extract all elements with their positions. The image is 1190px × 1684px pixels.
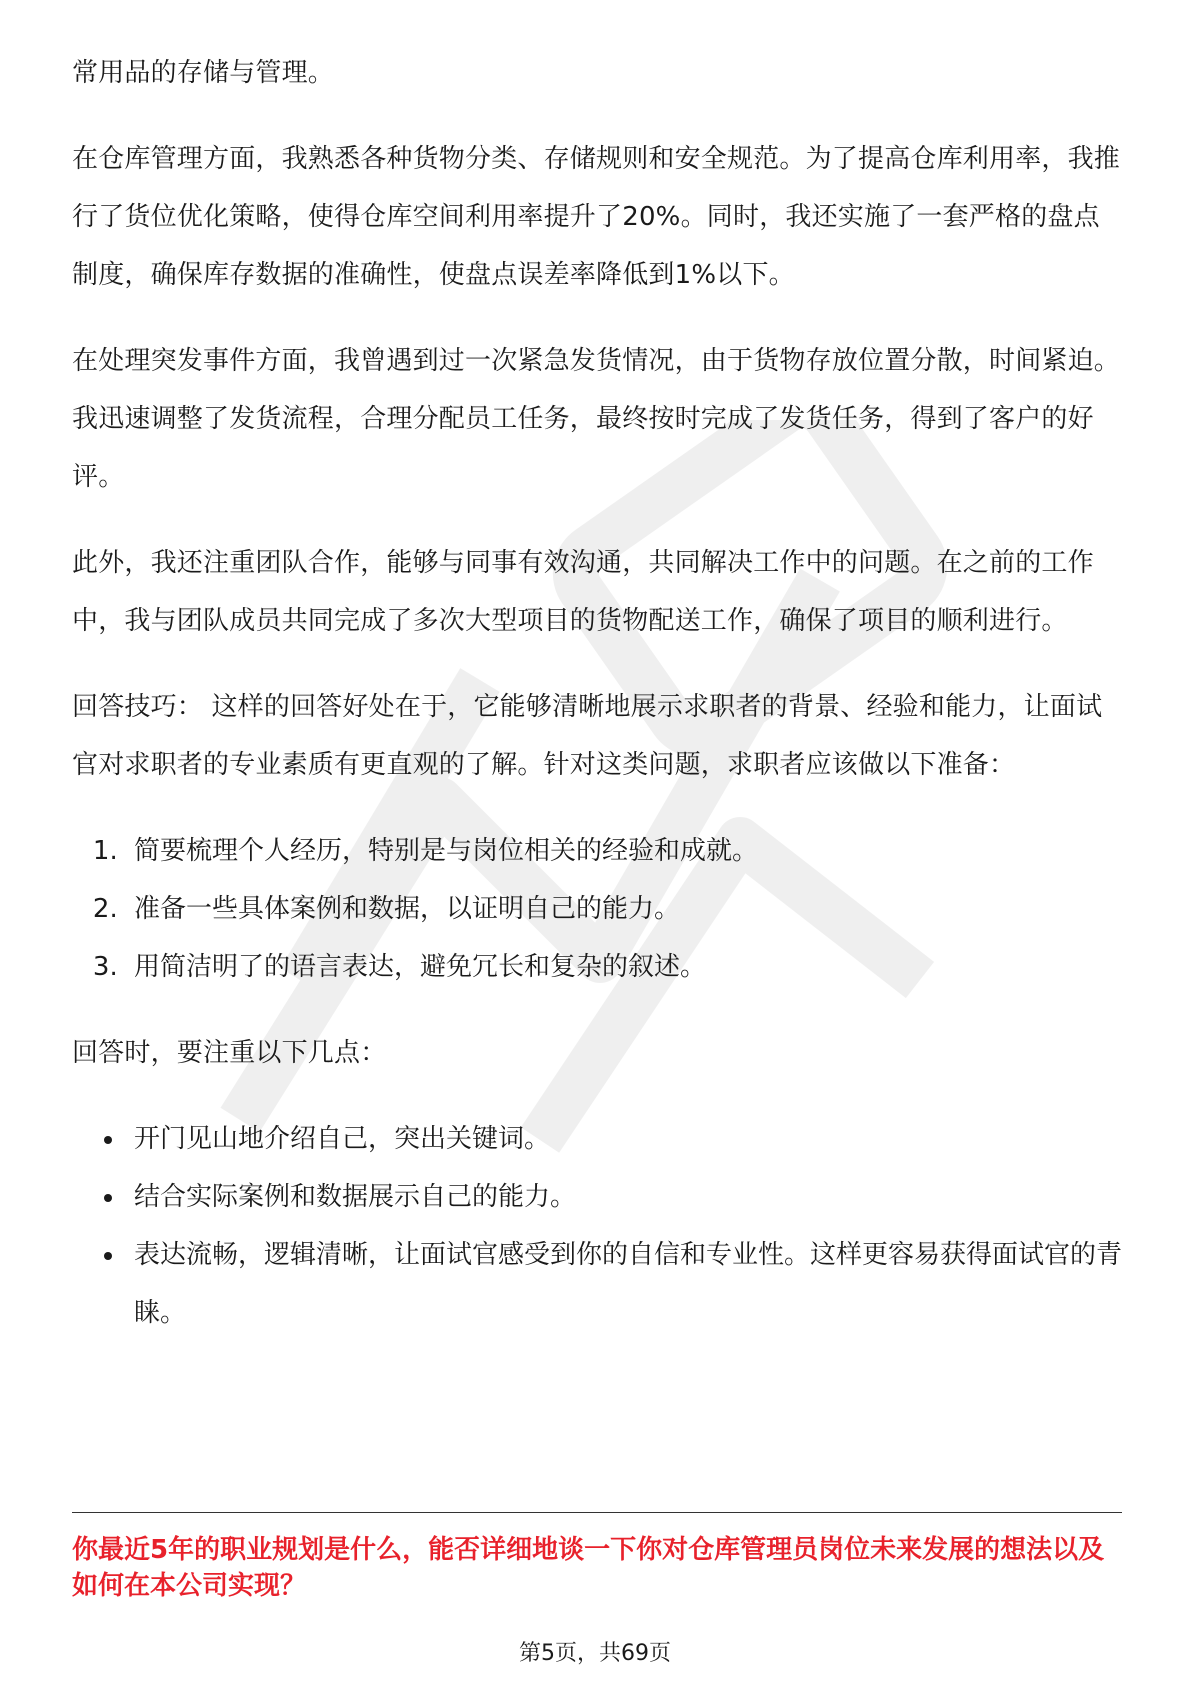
document-body [72,44,1122,1370]
list-item: • 表达流畅，逻辑清晰，让面试官感受到你的自信和专业性。这样更容易获得面试官的青睐。 [126,1226,1122,1342]
list-item: 2. 准备一些具体案例和数据，以证明自己的能力。 [126,880,1122,938]
paragraph-teamwork: 此外，我还注重团队合作，能够与同事有效沟通，共同解决工作中的问题。在之前的工作中，我与团队成员共同完成了多次大型项目的货物配送工作，确保了项目的顺利进行。 [72,548,1094,636]
paragraph-emergency-handling: 在处理突发事件方面，我曾遇到过一次紧急发货情况，由于货物存放位置分散，时间紧迫。我迅速调整了发货流程，合理分配员工任务，最终按时完成了发货任务，得到了客户的好评。 [72,346,1121,492]
preparation-list [72,822,1122,996]
paragraph-answer-tips: 回答技巧： 这样的回答好处在于，它能够清晰地展示求职者的背景、经验和能力，让面试官对求职者的专业素质有更直观的了解。针对这类问题，求职者应该做以下准备： [72,692,1103,780]
paragraph-continuation: 常用品的存储与管理。 [72,58,335,88]
next-question-heading: 你最近5年的职业规划是什么，能否详细地谈一下你对仓库管理员岗位未来发展的想法以及如何在本公司实现？ [72,1535,1105,1601]
section-divider [72,1512,1122,1513]
list-item: 1. 简要梳理个人经历，特别是与岗位相关的经验和成就。 [126,822,1122,880]
answer-points-list [72,1110,1122,1342]
page-number: 第5页，共69页 [519,1641,671,1666]
list-item: • 开门见山地介绍自己，突出关键词。 [126,1110,1122,1168]
list-item: • 结合实际案例和数据展示自己的能力。 [126,1168,1122,1226]
paragraph-warehouse-management: 在仓库管理方面，我熟悉各种货物分类、存储规则和安全规范。为了提高仓库利用率，我推行了货位优化策略，使得仓库空间利用率提升了20%。同时，我还实施了一套严格的盘点制度，确保库存数据的准确性，使盘点误差率降低到1%以下。 [72,144,1121,290]
answer-intro: 回答时，要注重以下几点： [72,1038,387,1068]
list-item: 3. 用简洁明了的语言表达，避免冗长和复杂的叙述。 [126,938,1122,996]
